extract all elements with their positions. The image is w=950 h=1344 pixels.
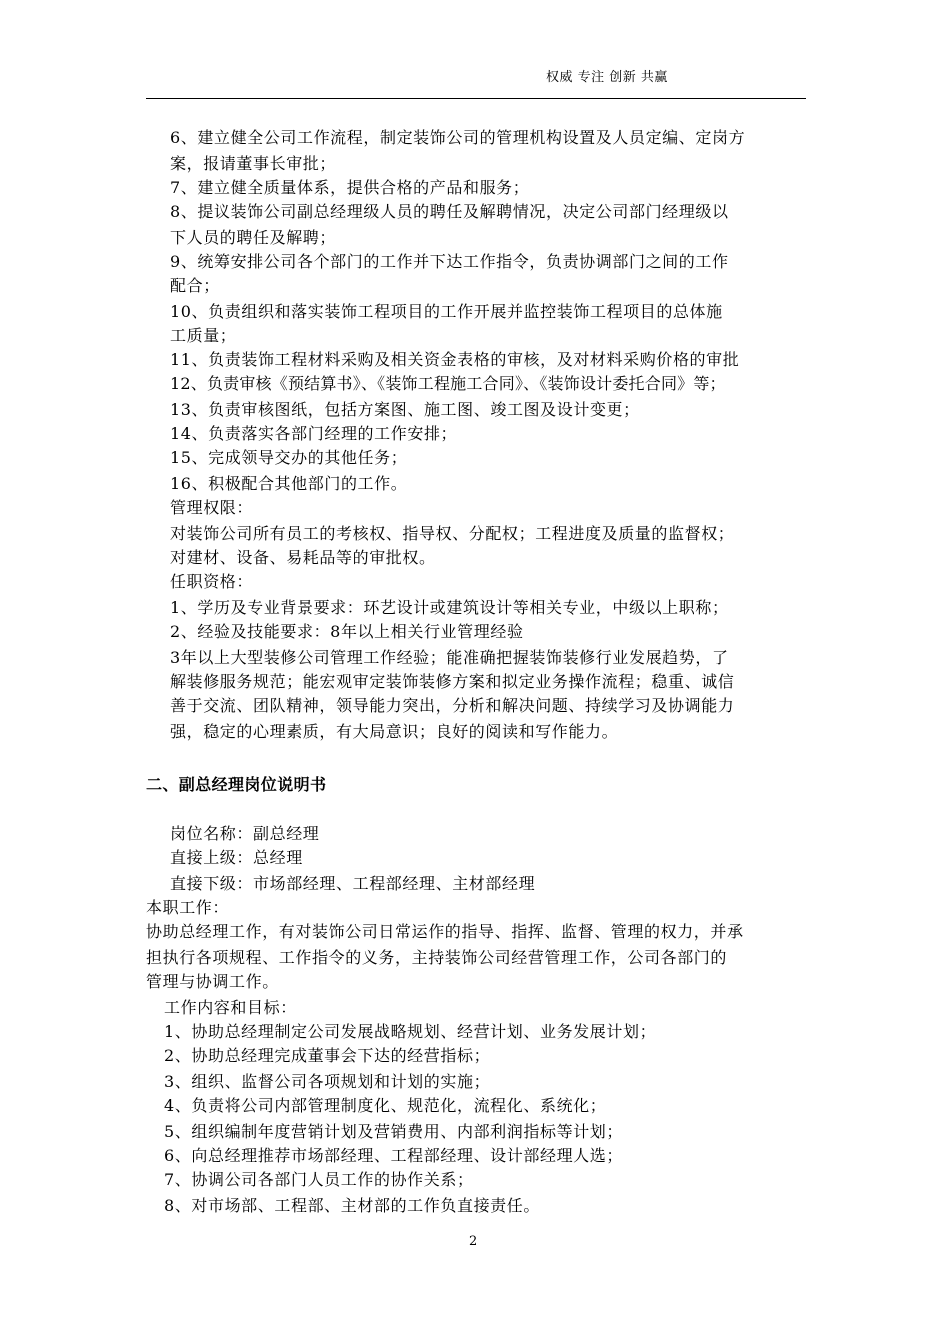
header-motto: 权威 专注 创新 共赢 [546,70,668,85]
content-item: 6、向总经理推荐市场部经理、工程部经理、设计部经理人选； [164,1146,623,1165]
qualification-line: 2、经验及技能要求：8年以上相关行业管理经验 [170,622,524,641]
duty-line: 案，报请董事长审批； [170,154,337,173]
qualification-line: 3年以上大型装修公司管理工作经验；能准确把握装饰装修行业发展趋势，了 [170,648,729,667]
duty-description-line: 担执行各项规程、工作指令的义务，主持装饰公司经营管理工作，公司各部门的 [146,948,728,967]
content-title: 工作内容和目标： [164,998,297,1017]
duty-title: 本职工作： [146,898,230,917]
duty-line: 13、负责审核图纸，包括方案图、施工图、竣工图及设计变更； [170,400,640,419]
duty-line: 12、负责审核《预结算书》、《装饰工程施工合同》、《装饰设计委托合同》等； [170,374,726,393]
content-item: 4、负责将公司内部管理制度化、规范化，流程化、系统化； [164,1096,607,1115]
duty-description-line: 协助总经理工作，有对装饰公司日常运作的指导、指挥、监督、管理的权力，并承 [146,922,744,941]
authority-line: 对装饰公司所有员工的考核权、指导权、分配权；工程进度及质量的监督权； [170,524,735,543]
duty-description-line: 管理与协调工作。 [146,972,279,991]
header-divider [146,98,806,99]
page-number: 2 [469,1234,478,1249]
content-item: 5、组织编制年度营销计划及营销费用、内部利润指标等计划； [164,1122,623,1141]
authority-line: 对建材、设备、易耗品等的审批权。 [170,548,436,567]
duty-line: 下人员的聘任及解聘； [170,228,337,247]
job-name: 岗位名称：副总经理 [170,824,320,843]
content-item: 7、协调公司各部门人员工作的协作关系； [164,1170,474,1189]
duty-line: 8、提议装饰公司副总经理级人员的聘任及解聘情况，决定公司部门经理级以 [170,202,729,221]
content-item: 8、对市场部、工程部、主材部的工作负直接责任。 [164,1196,540,1215]
duty-line: 工质量； [170,326,237,345]
duty-line: 14、负责落实各部门经理的工作安排； [170,424,458,443]
content-item: 1、协助总经理制定公司发展战略规划、经营计划、业务发展计划； [164,1022,657,1041]
duty-line: 16、积极配合其他部门的工作。 [170,474,408,493]
section-heading: 二、副总经理岗位说明书 [146,775,327,794]
qualification-line: 善于交流、团队精神，领导能力突出，分析和解决问题、持续学习及协调能力 [170,696,735,715]
content-item: 3、组织、监督公司各项规划和计划的实施； [164,1072,491,1091]
duty-line: 11、负责装饰工程材料采购及相关资金表格的审核，及对材料采购价格的审批 [170,350,740,369]
duty-line: 9、统筹安排公司各个部门的工作并下达工作指令，负责协调部门之间的工作 [170,252,729,271]
duty-line: 配合； [170,276,220,295]
content-item: 2、协助总经理完成董事会下达的经营指标； [164,1046,491,1065]
qualification-line: 解装修服务规范；能宏观审定装饰装修方案和拟定业务操作流程；稳重、诚信 [170,672,735,691]
direct-subordinates: 直接下级：市场部经理、工程部经理、主材部经理 [170,874,536,893]
authority-title: 管理权限： [170,498,254,517]
qualification-line: 1、学历及专业背景要求：环艺设计或建筑设计等相关专业，中级以上职称； [170,598,729,617]
duty-line: 7、建立健全质量体系，提供合格的产品和服务； [170,178,530,197]
duty-line: 10、负责组织和落实装饰工程项目的工作开展并监控装饰工程项目的总体施 [170,302,723,321]
duty-line: 6、建立健全公司工作流程，制定装饰公司的管理机构设置及人员定编、定岗方 [170,128,746,147]
direct-superior: 直接上级：总经理 [170,848,303,867]
duty-line: 15、完成领导交办的其他任务； [170,448,408,467]
qualification-line: 强，稳定的心理素质，有大局意识；良好的阅读和写作能力。 [170,722,619,741]
qualification-title: 任职资格： [170,572,254,591]
